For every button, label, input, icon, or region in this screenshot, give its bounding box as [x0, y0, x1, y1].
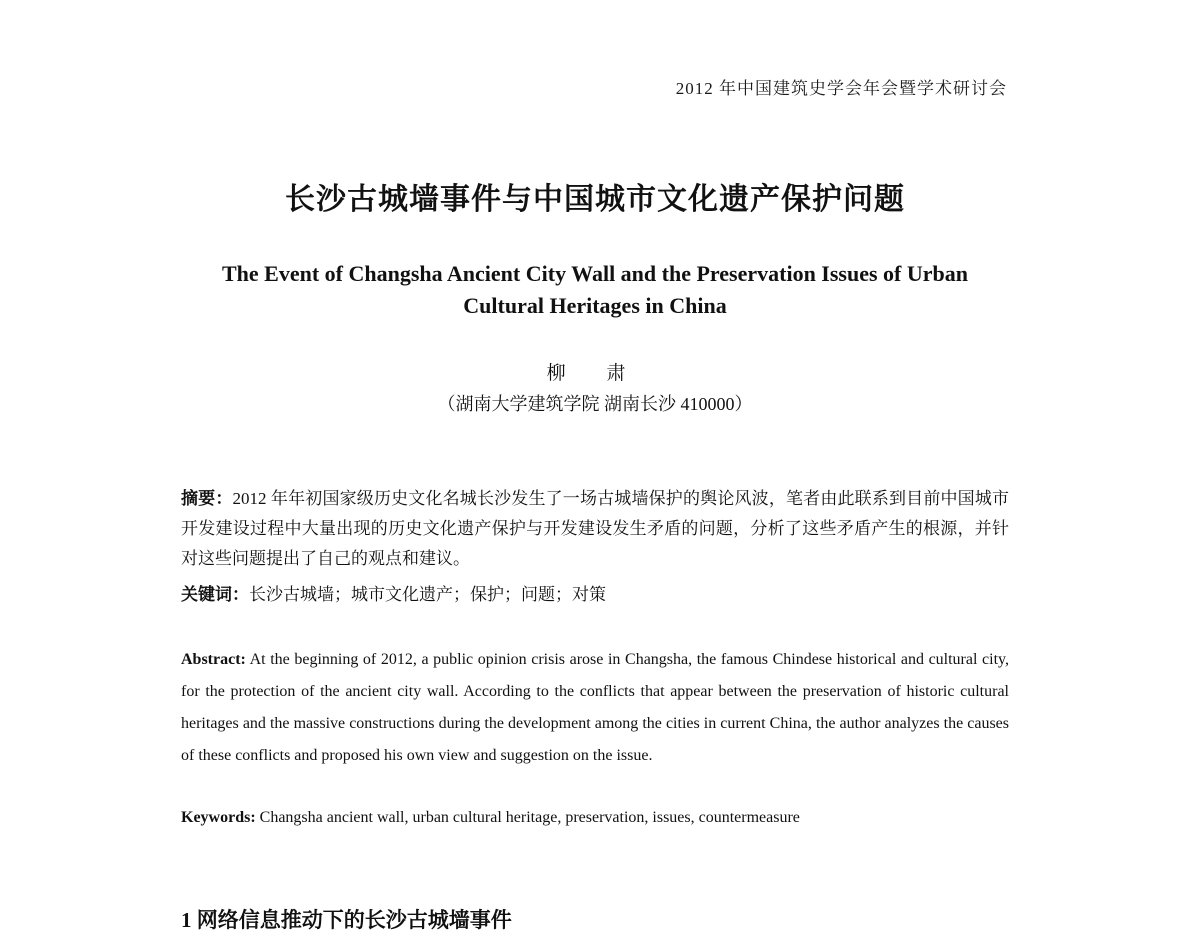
author-affiliation: （湖南大学建筑学院 湖南长沙 410000）: [437, 394, 753, 414]
abstract-chinese: [181, 484, 1009, 574]
author-name: 柳 肃: [546, 363, 644, 384]
keywords-english-text: Changsha ancient wall, urban cultural heritage, preservation, issues, countermeasure: [259, 809, 800, 826]
title-english-line-1: The Event of Changsha Ancient City Wall and the Preservation Issues of Urban: [221, 261, 969, 286]
title-english: [180, 258, 1010, 322]
running-header: 2012 年中国建筑史学会年会暨学术研讨会: [675, 79, 1007, 98]
keywords-english-label: Keywords:: [181, 809, 256, 826]
title-english-line-2: Cultural Heritages in China: [463, 293, 727, 318]
abstract-english-text: At the beginning of 2012, a public opinion crisis arose in Changsha, the famous Chindese historical and cultural city, for the protection of the ancient city wall. According to the conflicts that appear between the preservation of historic cultural heritages and the massive constructions during the development among the cities in current China, the author analyzes the causes of these conflicts and proposed his own view and suggestion on the issue.: [181, 651, 1009, 764]
keywords-english: [181, 802, 1009, 834]
abstract-english-label: Abstract:: [181, 651, 246, 668]
abstract-chinese-text: 2012 年年初国家级历史文化名城长沙发生了一场古城墙保护的舆论风波，笔者由此联系到目前中国城市开发建设过程中大量出现的历史文化遗产保护与开发建设发生矛盾的问题，分析了这些矛盾产生的根源，并针对这些问题提出了自己的观点和建议。: [181, 489, 1010, 568]
keywords-chinese-text: 长沙古城墙；城市文化遗产；保护；问题；对策: [249, 585, 606, 604]
abstract-english: [181, 644, 1009, 772]
keywords-chinese-label: 关键词：: [181, 585, 249, 604]
abstract-chinese-label: 摘要：: [181, 489, 233, 508]
title-chinese: 长沙古城墙事件与中国城市文化遗产保护问题: [285, 183, 905, 216]
section-heading: 1 网络信息推动下的长沙古城墙事件: [181, 908, 512, 932]
keywords-chinese: [181, 580, 1009, 610]
